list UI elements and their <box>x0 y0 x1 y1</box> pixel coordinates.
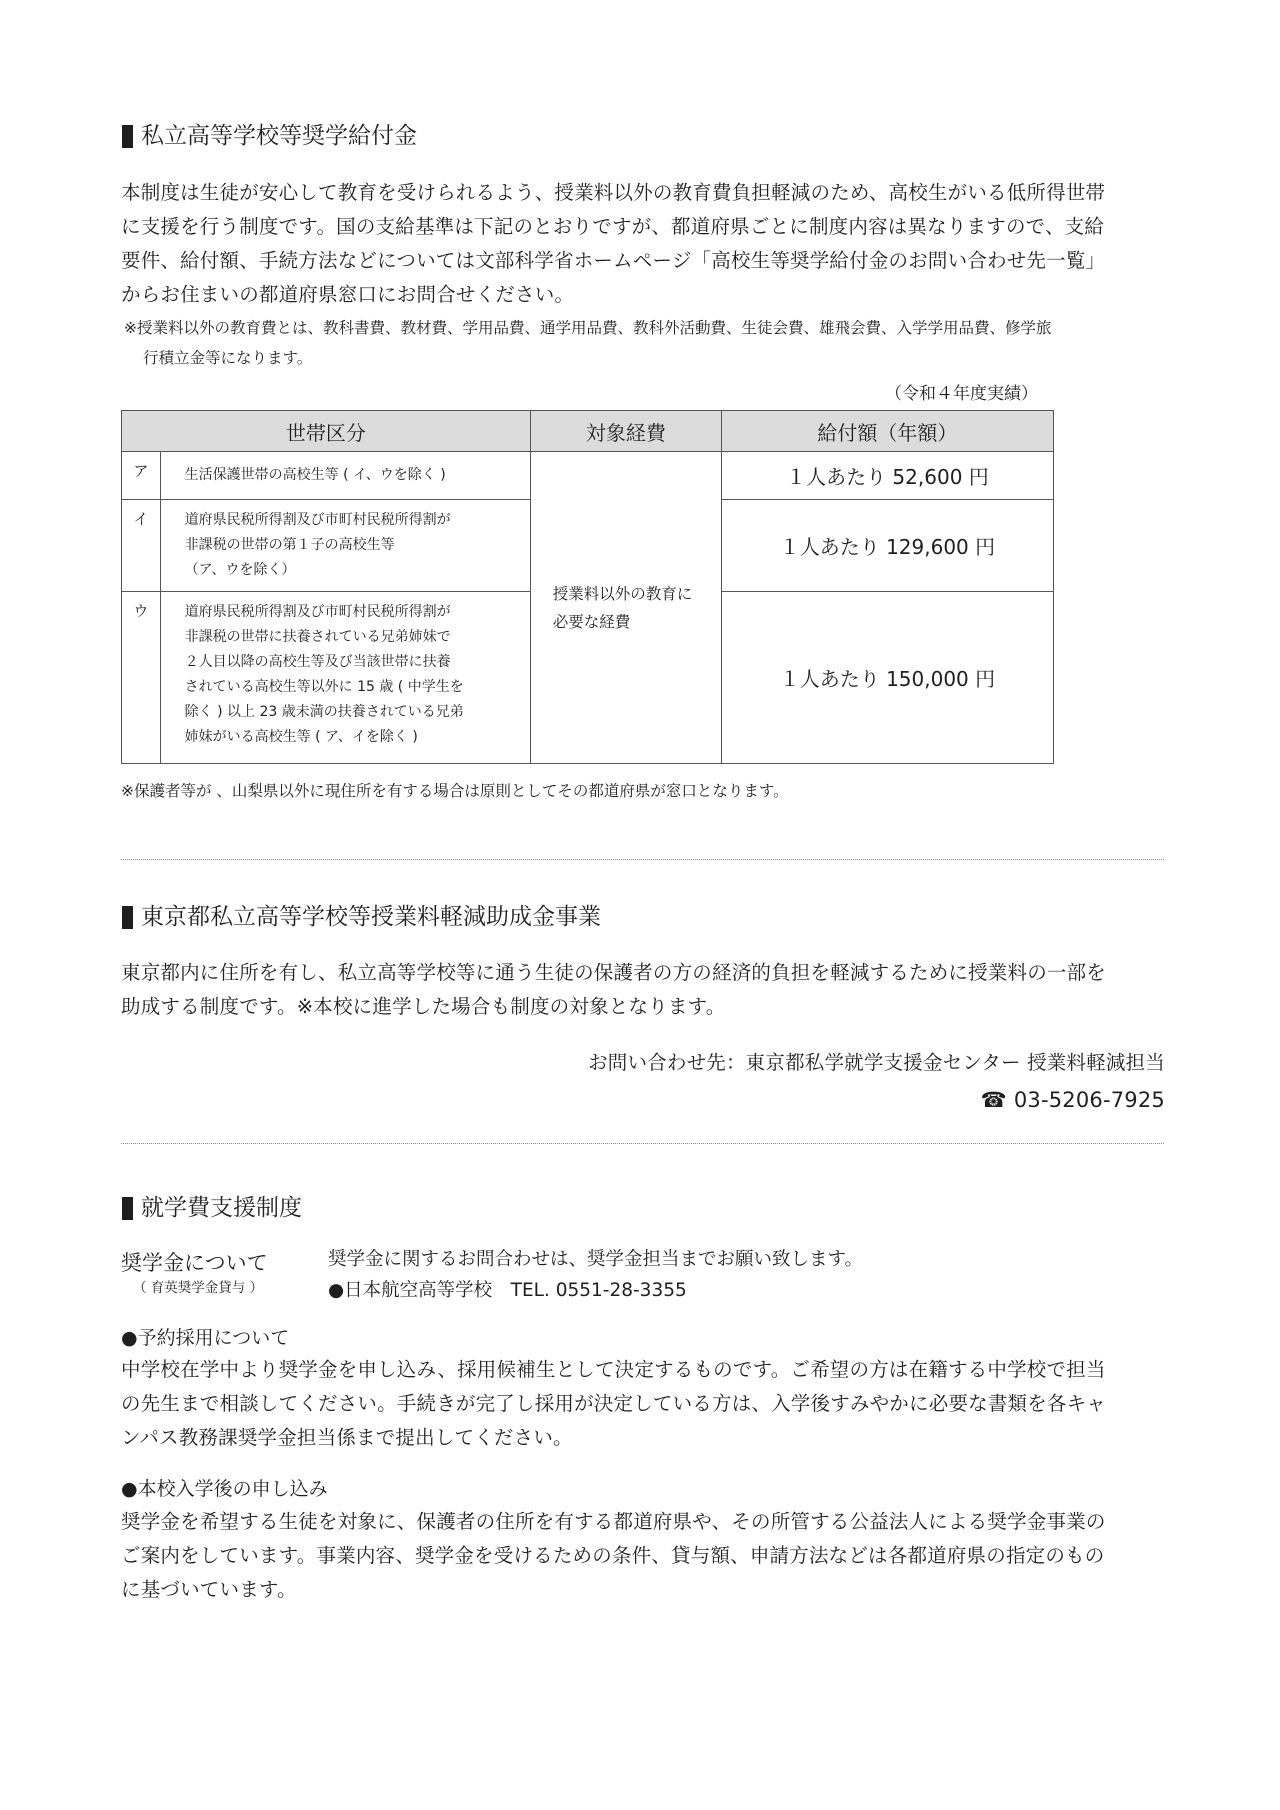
phone-icon: ☎ <box>980 1088 1007 1112</box>
body-line: ご案内をしています。事業内容、奨学金を受けるための条件、貸与額、申請方法などは各都道府県の指定のもの <box>121 1544 1105 1567</box>
section1-note-line: 行積立金等になります。 <box>143 349 313 367</box>
section-title: 就学費支援制度 <box>141 1195 302 1221</box>
category-line: 道府県民税所得割及び市町村民税所得割が <box>184 512 451 528</box>
table-header-row <box>122 411 1054 452</box>
section1-note-line: ※授業料以外の教育費とは、教科書費、教材費、学用品費、通学用品費、教科外活動費、生徒会費、雄飛会費、入学学用品費、修学旅 <box>124 319 1052 337</box>
body-line: 要件、給付額、手続方法などについては文部科学省ホームページ「高校生等奨学給付金のお問い合わせ先一覧」 <box>121 249 1106 272</box>
body-line: 奨学金を希望する生徒を対象に、保護者の住所を有する都道府県や、その所管する公益法人による奨学金事業の <box>121 1510 1106 1533</box>
row-code: イ <box>122 500 161 592</box>
section2-body <box>121 956 1171 1024</box>
table-caption: （令和４年度実績） <box>885 384 1038 404</box>
row-code: ウ <box>122 592 161 764</box>
row-category <box>160 452 530 500</box>
after-enrollment-title: ●本校入学後の申し込み <box>121 1478 328 1500</box>
category-line: 非課税の世帯に扶養されている兄弟姉妹で <box>184 629 451 645</box>
reservation-title: ●予約採用について <box>121 1327 290 1349</box>
category-line: 除く ) 以上 23 歳未満の扶養されている兄弟 <box>184 704 464 720</box>
body-line: に基づいています。 <box>121 1578 297 1601</box>
category-line: （ア、ウを除く） <box>184 562 296 578</box>
expense-line: 授業料以外の教育に <box>552 584 693 603</box>
body-line: 助成する制度です。※本校に進学した場合も制度の対象となります。 <box>121 995 726 1018</box>
after-enrollment-body <box>121 1505 1171 1607</box>
heading-marker <box>122 125 133 148</box>
heading-marker <box>122 1197 133 1220</box>
body-line: 中学校在学中より奨学金を申し込み、採用候補生として決定するものです。ご希望の方は在籍する中学校で担当 <box>121 1358 1106 1381</box>
category-line: 道府県民税所得割及び市町村民税所得割が <box>184 604 451 620</box>
section-heading-study-support <box>122 1193 302 1223</box>
section-heading-scholarship-benefit <box>122 121 417 151</box>
heading-marker <box>122 906 133 929</box>
row-code: ア <box>122 452 161 500</box>
section-heading-tuition-subsidy <box>122 902 601 932</box>
row-amount: １人あたり 150,000 円 <box>721 592 1053 764</box>
header-expense: 対象経費 <box>530 411 721 452</box>
header-amount: 給付額（年額） <box>721 411 1053 452</box>
reservation-body <box>121 1353 1171 1455</box>
divider <box>121 859 1164 860</box>
body-line: 本制度は生徒が安心して教育を受けられるよう、授業料以外の教育費負担軽減のため、高校生がいる低所得世帯 <box>121 181 1106 204</box>
scholarship-sublabel: （ 育英奨学金貸与 ） <box>133 1280 264 1296</box>
section-title: 東京都私立高等学校等授業料軽減助成金事業 <box>141 904 601 930</box>
row-amount: １人あたり 129,600 円 <box>721 500 1053 592</box>
phone-number: 03-5206-7925 <box>1013 1088 1165 1112</box>
benefit-table <box>121 410 1054 764</box>
category-line: 姉妹がいる高校生等 ( ア、イを除く ) <box>184 729 418 745</box>
phone-line <box>981 1083 1165 1117</box>
divider <box>121 1143 1164 1144</box>
section1-body <box>121 176 1171 312</box>
expense-cell <box>530 452 721 764</box>
row-category <box>160 500 530 592</box>
category-line: 生活保護世帯の高校生等 ( イ、ウを除く ) <box>184 467 446 483</box>
category-line: されている高校生等以外に 15 歳 ( 中学生を <box>184 679 464 695</box>
table-row <box>122 452 1054 500</box>
category-line: ２人目以降の高校生等及び当該世帯に扶養 <box>184 654 451 670</box>
header-household: 世帯区分 <box>122 411 531 452</box>
scholarship-info: 奨学金に関するお問合わせは、奨学金担当までお願い致します。 <box>328 1249 864 1270</box>
table-footnote: ※保護者等が 、山梨県以外に現住所を有する場合は原則としてその都道府県が窓口となります。 <box>121 782 789 800</box>
body-line: の先生まで相談してください。手続きが完了し採用が決定している方は、入学後すみやかに必要な書類を各キャ <box>121 1392 1107 1415</box>
body-line: からお住まいの都道府県窓口にお問合せください。 <box>121 283 575 306</box>
contact-line: お問い合わせ先：東京都私学就学支援金センター 授業料軽減担当 <box>588 1051 1165 1074</box>
expense-line: 必要な経費 <box>552 612 631 631</box>
school-contact: ●日本航空高等学校 TEL. 0551-28-3355 <box>328 1280 687 1301</box>
row-category <box>160 592 530 764</box>
row-amount: １人あたり 52,600 円 <box>721 452 1053 500</box>
body-line: ンパス教務課奨学金担当係まで提出してください。 <box>121 1426 573 1449</box>
scholarship-label: 奨学金について <box>121 1251 268 1275</box>
body-line: に支援を行う制度です。国の支給基準は下記のとおりですが、都道府県ごとに制度内容は異なりますので、支給 <box>121 215 1105 238</box>
body-line: 東京都内に住所を有し、私立高等学校等に通う生徒の保護者の方の経済的負担を軽減するために授業料の一部を <box>121 961 1107 984</box>
category-line: 非課税の世帯の第１子の高校生等 <box>184 537 395 553</box>
section-title: 私立高等学校等奨学給付金 <box>141 123 417 149</box>
